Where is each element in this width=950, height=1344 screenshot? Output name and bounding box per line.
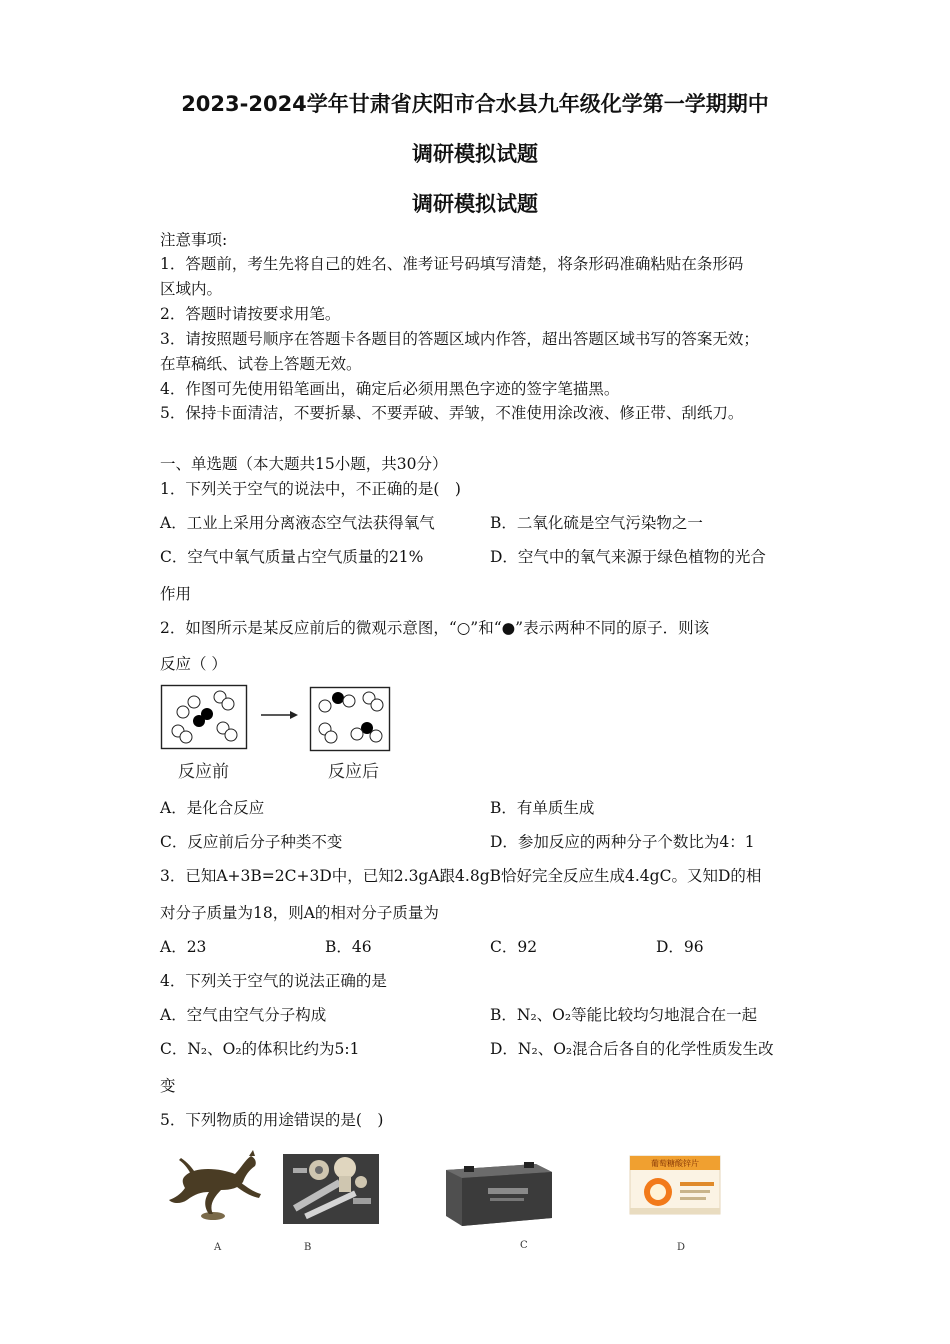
note-1: 1．答题前，考生先将自己的姓名、准考证号码填写清楚，将条形码准确粘贴在条形码 [160, 255, 744, 273]
page-title-line2: 调研模拟试题 [412, 142, 538, 166]
q1-option-d: D．空气中的氧气来源于绿色植物的光合 [490, 548, 766, 566]
q3-option-b: B．46 [325, 938, 372, 956]
q1-stem: 1．下列关于空气的说法中，不正确的是( ) [160, 480, 461, 498]
q3-option-d: D．96 [656, 938, 704, 956]
q2-stem: 2．如图所示是某反应前后的微观示意图，“○”和“●”表示两种不同的原子．则该 [160, 619, 710, 637]
before-label: 反应前 [178, 762, 229, 782]
metal-parts-image [283, 1154, 379, 1224]
notes-heading: 注意事项: [160, 231, 228, 249]
page-title-line3: 调研模拟试题 [412, 192, 538, 216]
q1-option-c: C．空气中氧气质量占空气质量的21% [160, 548, 424, 566]
after-label: 反应后 [328, 762, 379, 782]
q3-stem: 3．已知A+3B=2C+3D中，已知2.3gA跟4.8gB恰好完全反应生成4.4gC。又知D的相 [160, 867, 762, 885]
section-heading: 一、单选题（本大题共15小题，共30分） [160, 455, 448, 473]
image-a-caption: A [214, 1242, 222, 1253]
q2-option-d: D．参加反应的两种分子个数比为4：1 [490, 833, 755, 851]
q1-option-d-cont: 作用 [160, 585, 192, 603]
note-2: 2．答题时请按要求用笔。 [160, 305, 341, 323]
q5-stem: 5．下列物质的用途错误的是( ) [160, 1111, 384, 1129]
image-d-caption: D [677, 1242, 686, 1253]
note-1-cont: 区域内。 [160, 280, 223, 298]
q2-option-a: A．是化合反应 [160, 799, 265, 817]
q2-option-c: C．反应前后分子种类不变 [160, 833, 343, 851]
image-c-caption: C [520, 1240, 528, 1251]
note-3-cont: 在草稿纸、试卷上答题无效。 [160, 355, 362, 373]
medicine-box-image [628, 1150, 723, 1216]
q3-option-c: C．92 [490, 938, 538, 956]
q1-option-a: A．工业上采用分离液态空气法获得氧气 [160, 514, 435, 532]
q3-option-a: A．23 [160, 938, 207, 956]
note-5: 5．保持卡面清洁，不要折暴、不要弄破、弄皱，不准使用涂改液、修正带、刮纸刀。 [160, 404, 744, 422]
medicine-box-label: 葡萄糖酸锌片 [651, 1159, 699, 1168]
q4-option-c: C．N₂、O₂的体积比约为5:1 [160, 1040, 360, 1058]
bronze-horse-image [165, 1148, 265, 1223]
q3-stem-cont: 对分子质量为18，则A的相对分子质量为 [160, 904, 439, 922]
before-box [162, 686, 247, 749]
q4-option-b: B．N₂、O₂等能比较均匀地混合在一起 [490, 1006, 758, 1024]
q2-stem-cont: 反应（ ） [160, 655, 227, 673]
q2-option-b: B．有单质生成 [490, 799, 595, 817]
q1-option-b: B．二氧化硫是空气污染物之一 [490, 514, 703, 532]
q4-option-d-cont: 变 [160, 1077, 176, 1095]
reaction-diagram [160, 684, 400, 754]
image-b-caption: B [304, 1242, 312, 1253]
page-title-line1: 2023-2024学年甘肃省庆阳市合水县九年级化学第一学期期中 [181, 92, 769, 116]
after-box [311, 688, 390, 751]
q4-option-a: A．空气由空气分子构成 [160, 1006, 327, 1024]
q4-stem: 4．下列关于空气的说法正确的是 [160, 972, 387, 990]
note-3: 3．请按照题号顺序在答题卡各题目的答题区域内作答，超出答题区域书写的答案无效； [160, 330, 759, 348]
note-4: 4．作图可先使用铅笔画出，确定后必须用黑色字迹的签字笔描黑。 [160, 380, 620, 398]
q4-option-d: D．N₂、O₂混合后各自的化学性质发生改 [490, 1040, 774, 1058]
reaction-arrow [261, 711, 298, 719]
battery-image [440, 1160, 555, 1228]
